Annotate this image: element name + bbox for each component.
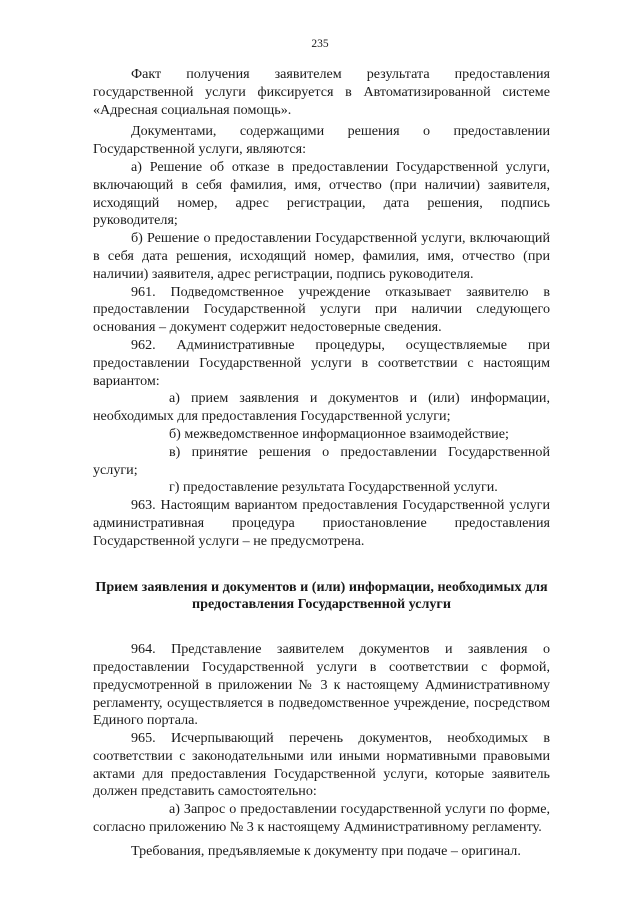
document-body bbox=[93, 66, 550, 861]
list-item-procedure bbox=[93, 444, 550, 480]
paragraph-965: 965. Исчерпывающий перечень документов, необходимых в соответствии с законодательными или иными нормативными правовыми актами для предоставления Государственной услуги, которые заявитель должен представить самостоятельно: bbox=[93, 730, 550, 800]
list-marker: в) bbox=[169, 443, 181, 460]
paragraph-decision-documents: Документами, содержащими решения о предоставлении Государственной услуги, являются: bbox=[93, 123, 550, 158]
page-number: 235 bbox=[311, 38, 329, 50]
paragraph-964: 964. Представление заявителем документов и заявления о предоставлении Государственной услуги в соответствии с формой, предусмотренной в приложении № 3 к настоящему Административному регламенту, осуществляется в подведомственное учреждение, посредством Единого портала. bbox=[93, 641, 550, 729]
list-item-text: предоставление результата Государственной услуги. bbox=[183, 479, 498, 496]
list-item-procedure bbox=[93, 426, 550, 444]
list-marker: а) bbox=[169, 801, 180, 818]
paragraph-961: 961. Подведомственное учреждение отказывает заявителю в предоставлении Государственной услуги при наличии следующего основания – документ содержит недостоверные сведения. bbox=[93, 283, 550, 336]
list-marker: а) bbox=[169, 390, 180, 407]
list-item-text: принятие решения о предоставлении Государственной услуги; bbox=[93, 443, 550, 478]
list-item-procedure bbox=[93, 390, 550, 426]
list-item-document bbox=[93, 801, 550, 837]
paragraph-requirements: Требования, предъявляемые к документу при подаче – оригинал. bbox=[131, 842, 521, 859]
list-item-procedure bbox=[93, 479, 550, 497]
list-item-text: межведомственное информационное взаимодействие; bbox=[184, 425, 509, 442]
paragraph-refusal-decision: а) Решение об отказе в предоставлении Государственной услуги, включающий в себя фамилия, имя, отчество (при наличии) заявителя, исходящий номер, адрес регистрации, дата решения, подпись руководителя; bbox=[93, 158, 550, 229]
list-marker: г) bbox=[169, 479, 180, 496]
paragraph-962: 962. Административные процедуры, осуществляемые при предоставлении Государственной услуги в соответствии с настоящим вариантом: bbox=[93, 336, 550, 389]
section-heading: Прием заявления и документов и (или) информации, необходимых для предоставления Государственной услуги bbox=[95, 578, 548, 613]
paragraph-963: 963. Настоящим вариантом предоставления Государственной услуги административная процедура приостановление предоставления Государственной услуги – не предусмотрена. bbox=[93, 497, 550, 549]
list-item-text: прием заявления и документов и (или) информации, необходимых для предоставления Государственной услуги; bbox=[93, 390, 550, 425]
list-item-text: Запрос о предоставлении государственной услуги по форме, согласно приложению № 3 к настоящему Административному регламенту. bbox=[93, 801, 550, 836]
list-marker: б) bbox=[169, 425, 181, 442]
paragraph-result-fixation: Факт получения заявителем результата предоставления государственной услуги фиксируется в Автоматизированной системе «Адресная социальная помощь». bbox=[93, 66, 550, 118]
paragraph-grant-decision: б) Решение о предоставлении Государственной услуги, включающий в себя дата решения, исходящий номер, фамилия, имя, отчество (при наличии) заявителя, адрес регистрации, подпись руководителя. bbox=[93, 230, 550, 282]
